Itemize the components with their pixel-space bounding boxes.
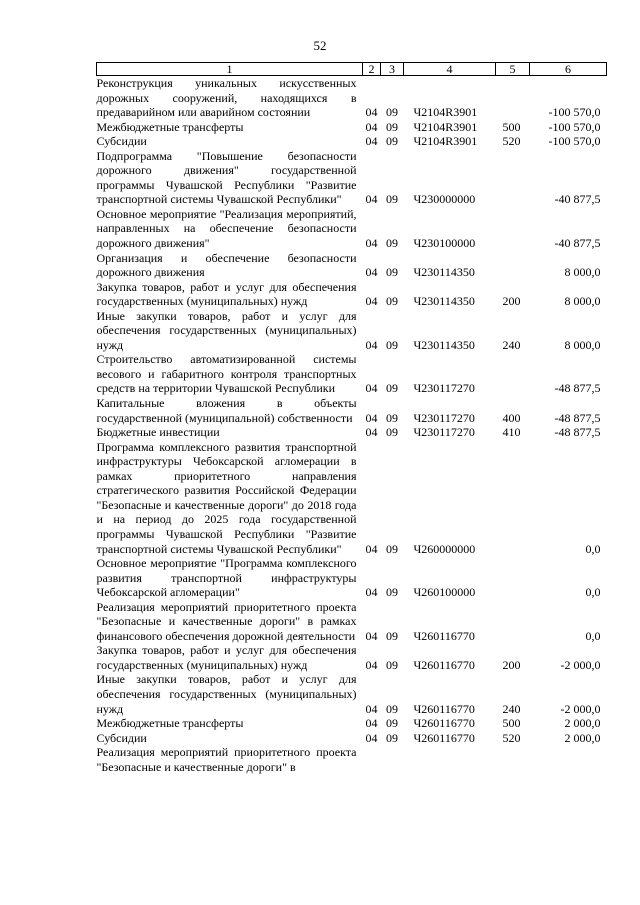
row-expense-type: 240 — [502, 337, 521, 352]
row-section: 04 — [365, 236, 378, 251]
row-section: 04 — [365, 192, 378, 207]
row-name: Капитальные вложения в объекты государственной (муниципальной) собственности — [96, 396, 357, 425]
budget-table — [96, 62, 607, 774]
col-header-5: 5 — [496, 63, 530, 76]
table-body — [97, 76, 607, 775]
row-target-article: Ч260116770 — [413, 730, 475, 745]
row-amount: -100 570,0 — [548, 134, 601, 149]
table-row — [97, 76, 607, 120]
row-expense-type — [496, 352, 530, 396]
row-section: 04 — [365, 585, 378, 600]
row-subsection: 09 — [386, 192, 398, 207]
row-target-article: Ч230117270 — [413, 381, 475, 396]
row-expense-type: 520 — [502, 134, 521, 149]
row-section: 04 — [365, 541, 378, 556]
row-amount: -100 570,0 — [548, 105, 601, 120]
row-amount: -2 000,0 — [560, 701, 601, 716]
row-expense-type — [496, 600, 530, 644]
row-target-article: Ч230117270 — [413, 410, 475, 425]
row-name: Иные закупки товаров, работ и услуг для обеспечения государственных (муниципальных) нужд — [96, 308, 357, 352]
row-name: Закупка товаров, работ и услуг для обеспечения государственных (муниципальных) нужд — [96, 279, 357, 309]
row-subsection: 09 — [386, 134, 398, 149]
row-target-article: Ч230000000 — [413, 192, 476, 207]
row-expense-type — [496, 745, 530, 774]
row-section: 04 — [365, 294, 378, 309]
row-amount: 8 000,0 — [564, 337, 601, 352]
row-subsection: 09 — [386, 730, 398, 745]
table-row — [97, 716, 607, 731]
row-section: 04 — [365, 730, 378, 745]
row-section: 04 — [365, 657, 378, 672]
row-subsection — [381, 745, 404, 774]
row-expense-type — [496, 76, 530, 120]
col-header-2: 2 — [363, 63, 381, 76]
row-section: 04 — [365, 105, 378, 120]
row-target-article — [404, 745, 496, 774]
row-subsection: 09 — [386, 236, 398, 251]
row-amount: -40 877,5 — [554, 236, 601, 251]
row-section: 04 — [365, 628, 378, 643]
row-amount: -2 000,0 — [560, 657, 601, 672]
row-name: Межбюджетные трансферты — [96, 119, 244, 134]
row-name: Основное мероприятие "Программа комплексного развития транспортной инфраструктуры Чебоксарской агломерации" — [96, 556, 357, 600]
row-target-article: Ч260116770 — [413, 628, 475, 643]
col-header-1: 1 — [97, 63, 363, 76]
row-expense-type — [496, 440, 530, 556]
row-section: 04 — [365, 265, 378, 280]
row-expense-type — [496, 556, 530, 600]
row-expense-type: 520 — [502, 730, 521, 745]
row-amount: -100 570,0 — [548, 119, 601, 134]
row-amount — [530, 745, 607, 774]
table-row — [97, 440, 607, 556]
table-row — [97, 207, 607, 251]
row-subsection: 09 — [386, 541, 398, 556]
row-amount: -48 877,5 — [554, 410, 601, 425]
row-target-article: Ч260116770 — [413, 716, 475, 731]
row-expense-type: 200 — [502, 657, 521, 672]
row-target-article: Ч260116770 — [413, 657, 475, 672]
row-target-article: Ч260100000 — [413, 585, 476, 600]
row-subsection: 09 — [386, 628, 398, 643]
row-name: Иные закупки товаров, работ и услуг для обеспечения государственных (муниципальных) нужд — [96, 672, 357, 716]
col-header-6: 6 — [530, 63, 607, 76]
row-target-article: Ч2104R3901 — [413, 105, 478, 120]
row-subsection: 09 — [386, 337, 398, 352]
row-subsection: 09 — [386, 716, 398, 731]
row-name: Реализация мероприятий приоритетного проекта "Безопасные и качественные дороги" в рамках финансового обеспечения дорожной деятельности — [96, 599, 357, 643]
row-subsection: 09 — [386, 105, 398, 120]
row-amount: 8 000,0 — [564, 265, 601, 280]
row-expense-type: 410 — [502, 425, 521, 440]
table-row — [97, 731, 607, 746]
row-section — [363, 745, 381, 774]
row-expense-type — [496, 149, 530, 207]
row-section: 04 — [365, 425, 378, 440]
table-row — [97, 120, 607, 135]
row-expense-type: 500 — [502, 119, 521, 134]
row-section: 04 — [365, 134, 378, 149]
row-name: Строительство автоматизированной системы весового и габаритного контроля транспортных средств на территории Чувашской Республики — [96, 352, 357, 396]
row-target-article: Ч230114350 — [413, 294, 475, 309]
table-row — [97, 280, 607, 309]
row-expense-type: 240 — [502, 701, 521, 716]
table-row — [97, 425, 607, 440]
table-row — [97, 309, 607, 353]
row-subsection: 09 — [386, 410, 398, 425]
row-subsection: 09 — [386, 265, 398, 280]
row-subsection: 09 — [386, 585, 398, 600]
row-amount: 0,0 — [585, 541, 601, 556]
table-row — [97, 134, 607, 149]
row-name: Подпрограмма "Повышение безопасности дорожного движения" государственной программы Чувашской Республики "Развитие транспортной системы Чувашской Республики" — [96, 148, 357, 207]
row-amount: 2 000,0 — [564, 730, 601, 745]
row-subsection: 09 — [386, 425, 398, 440]
row-subsection: 09 — [386, 119, 398, 134]
col-header-4: 4 — [404, 63, 496, 76]
row-expense-type: 400 — [502, 410, 521, 425]
row-section: 04 — [365, 119, 378, 134]
row-section: 04 — [365, 410, 378, 425]
row-target-article: Ч230117270 — [413, 425, 475, 440]
col-header-3: 3 — [381, 63, 404, 76]
row-subsection: 09 — [386, 294, 398, 309]
row-section: 04 — [365, 701, 378, 716]
row-name: Бюджетные инвестиции — [96, 425, 220, 440]
row-amount: -40 877,5 — [554, 192, 601, 207]
row-section: 04 — [365, 716, 378, 731]
row-subsection: 09 — [386, 657, 398, 672]
row-expense-type: 500 — [502, 716, 521, 731]
row-section: 04 — [365, 381, 378, 396]
row-name: Организация и обеспечение безопасности дорожного движения — [96, 250, 357, 280]
row-name: Закупка товаров, работ и услуг для обеспечения государственных (муниципальных) нужд — [96, 643, 357, 672]
table-row — [97, 556, 607, 600]
row-name: Реконструкция уникальных искусственных дорожных сооружений, находящихся в предаварийном или аварийном состоянии — [96, 76, 357, 120]
row-subsection: 09 — [386, 701, 398, 716]
row-target-article: Ч230114350 — [413, 265, 475, 280]
table-row — [97, 600, 607, 644]
row-section: 04 — [365, 337, 378, 352]
row-amount: -48 877,5 — [554, 425, 601, 440]
row-target-article: Ч260116770 — [413, 701, 475, 716]
row-expense-type: 200 — [502, 294, 521, 309]
row-expense-type — [496, 251, 530, 280]
row-name: Реализация мероприятий приоритетного проекта "Безопасные и качественные дороги" в — [96, 745, 357, 774]
row-amount: 8 000,0 — [564, 294, 601, 309]
table-row — [97, 352, 607, 396]
table-row — [97, 149, 607, 207]
row-name: Межбюджетные трансферты — [96, 716, 244, 731]
row-target-article: Ч230114350 — [413, 337, 475, 352]
table-row — [97, 643, 607, 672]
row-name: Субсидии — [96, 730, 147, 745]
table-row — [97, 251, 607, 280]
row-amount: 0,0 — [585, 628, 601, 643]
table-row — [97, 745, 607, 774]
row-expense-type — [496, 207, 530, 251]
row-name: Основное мероприятие "Реализация мероприятий, направленных на обеспечение безопасности дорожного движения" — [96, 206, 357, 251]
row-target-article: Ч2104R3901 — [413, 119, 478, 134]
row-target-article: Ч2104R3901 — [413, 134, 478, 149]
table-row — [97, 396, 607, 425]
table-row — [97, 672, 607, 716]
header-row — [97, 63, 607, 76]
row-name: Программа комплексного развития транспортной инфраструктуры Чебоксарской агломерации в рамках приоритетного направления стратегического развития Российской Федерации "Безопасные и качественные дороги" до 2018 года и на период до 2025 года государственной программы Чувашской Республики "Развитие транспортной системы Чувашской Республики" — [96, 439, 357, 556]
row-amount: 2 000,0 — [564, 716, 601, 731]
row-amount: -48 877,5 — [554, 381, 601, 396]
row-name: Субсидии — [96, 134, 147, 149]
page-number: 52 — [313, 38, 327, 53]
row-amount: 0,0 — [585, 585, 601, 600]
row-subsection: 09 — [386, 381, 398, 396]
row-target-article: Ч230100000 — [413, 236, 476, 251]
row-target-article: Ч260000000 — [413, 541, 476, 556]
